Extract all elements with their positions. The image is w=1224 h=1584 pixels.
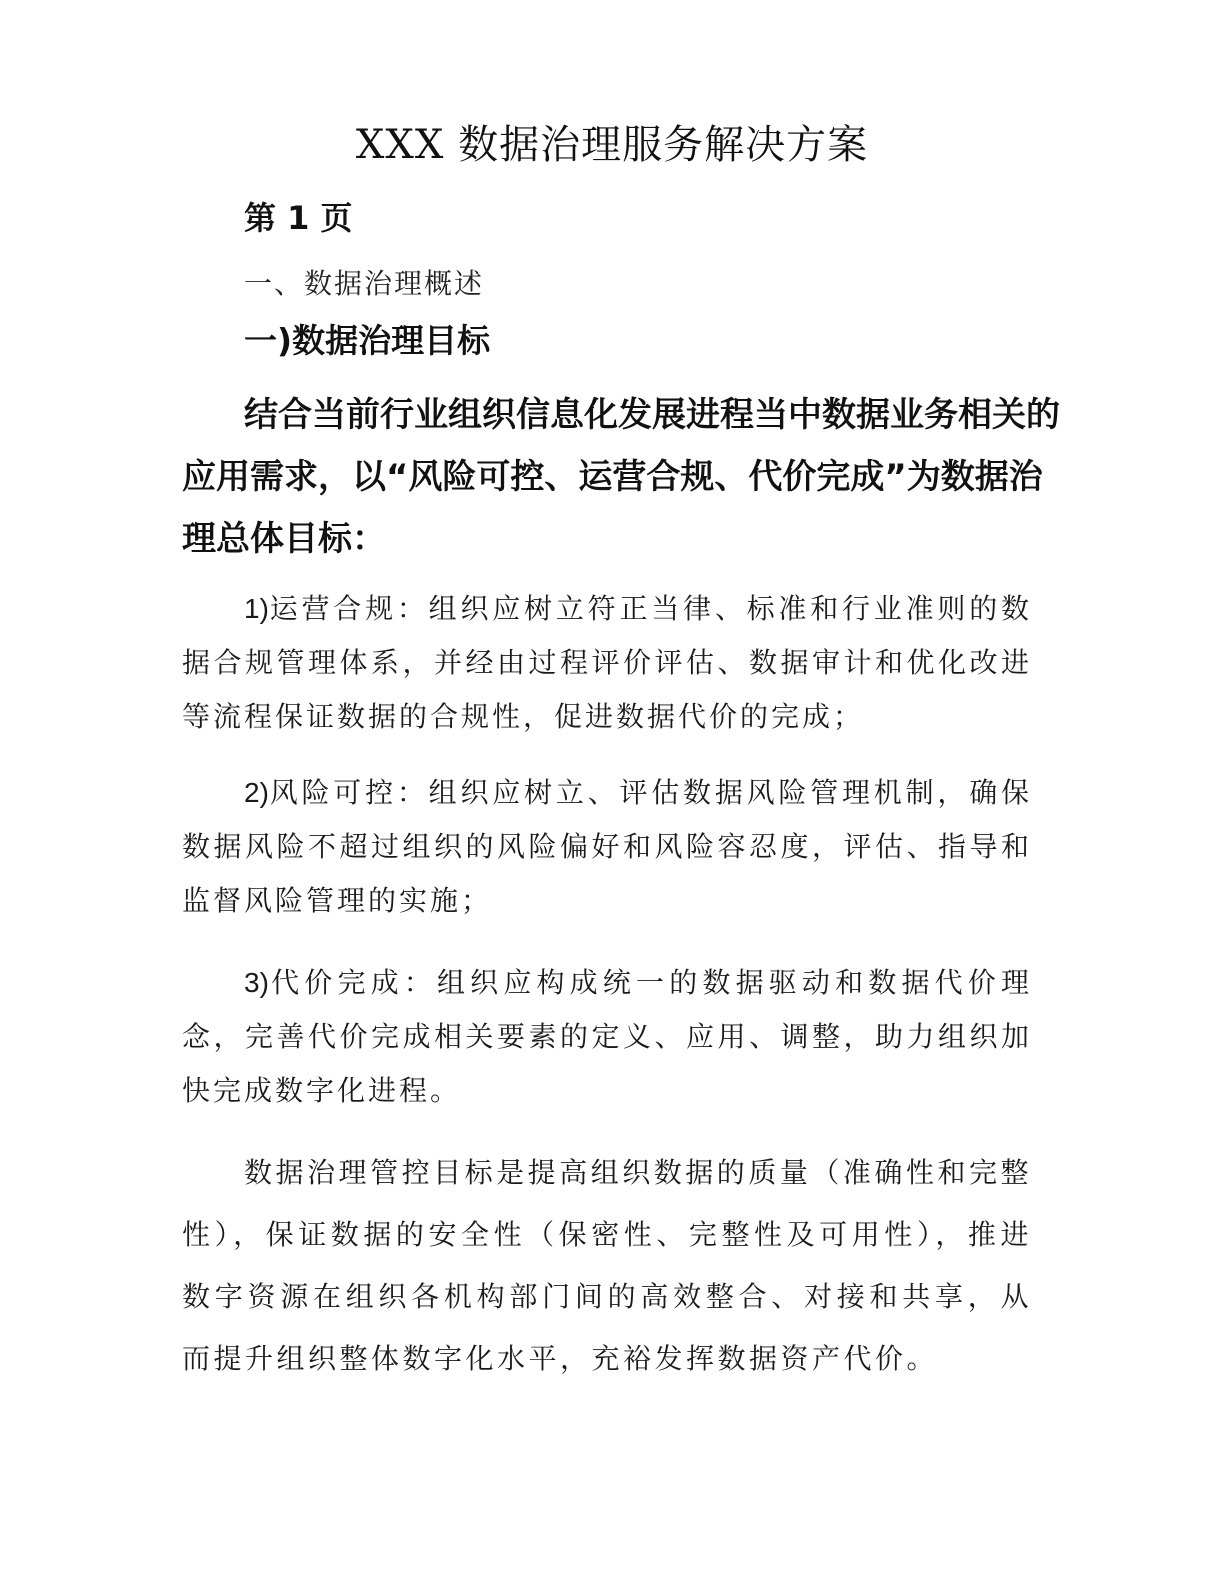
- section-heading: 一、数据治理概述: [244, 267, 485, 300]
- list-item-value: [182, 956, 1032, 1118]
- list-item-risk: [182, 766, 1032, 928]
- subsection-heading: 一)数据治理目标: [244, 321, 491, 360]
- list-item-number: 1): [244, 593, 269, 624]
- goal-statement: 结合当前行业组织信息化发展进程当中数据业务相关的应用需求，以“风险可控、运营合规、代价完成”为数据治理总体目标：: [182, 395, 1060, 559]
- list-item-compliance: [182, 582, 1032, 744]
- closing-paragraph: 数据治理管控目标是提高组织数据的质量（准确性和完整性），保证数据的安全性（保密性、完整性及可用性），推进数字资源在组织各机构部门间的高效整合、对接和共享，从而提升组织整体数字化水平，充裕发挥数据资产代价。: [182, 1156, 1032, 1375]
- document-title: XXX 数据治理服务解决方案: [355, 122, 869, 168]
- list-item-text: 运营合规：组织应树立符正当律、标准和行业准则的数据合规管理体系，并经由过程评价评估、数据审计和优化改进等流程保证数据的合规性，促进数据代价的完成；: [182, 592, 1032, 733]
- page-label: 第 1 页: [244, 199, 353, 237]
- list-item-number: 3): [244, 967, 269, 998]
- list-item-text: 代价完成：组织应构成统一的数据驱动和数据代价理念，完善代价完成相关要素的定义、应用、调整，助力组织加快完成数字化进程。: [182, 966, 1032, 1107]
- list-item-number: 2): [244, 777, 269, 808]
- list-item-text: 风险可控：组织应树立、评估数据风险管理机制，确保数据风险不超过组织的风险偏好和风险容忍度，评估、指导和监督风险管理的实施；: [182, 776, 1032, 917]
